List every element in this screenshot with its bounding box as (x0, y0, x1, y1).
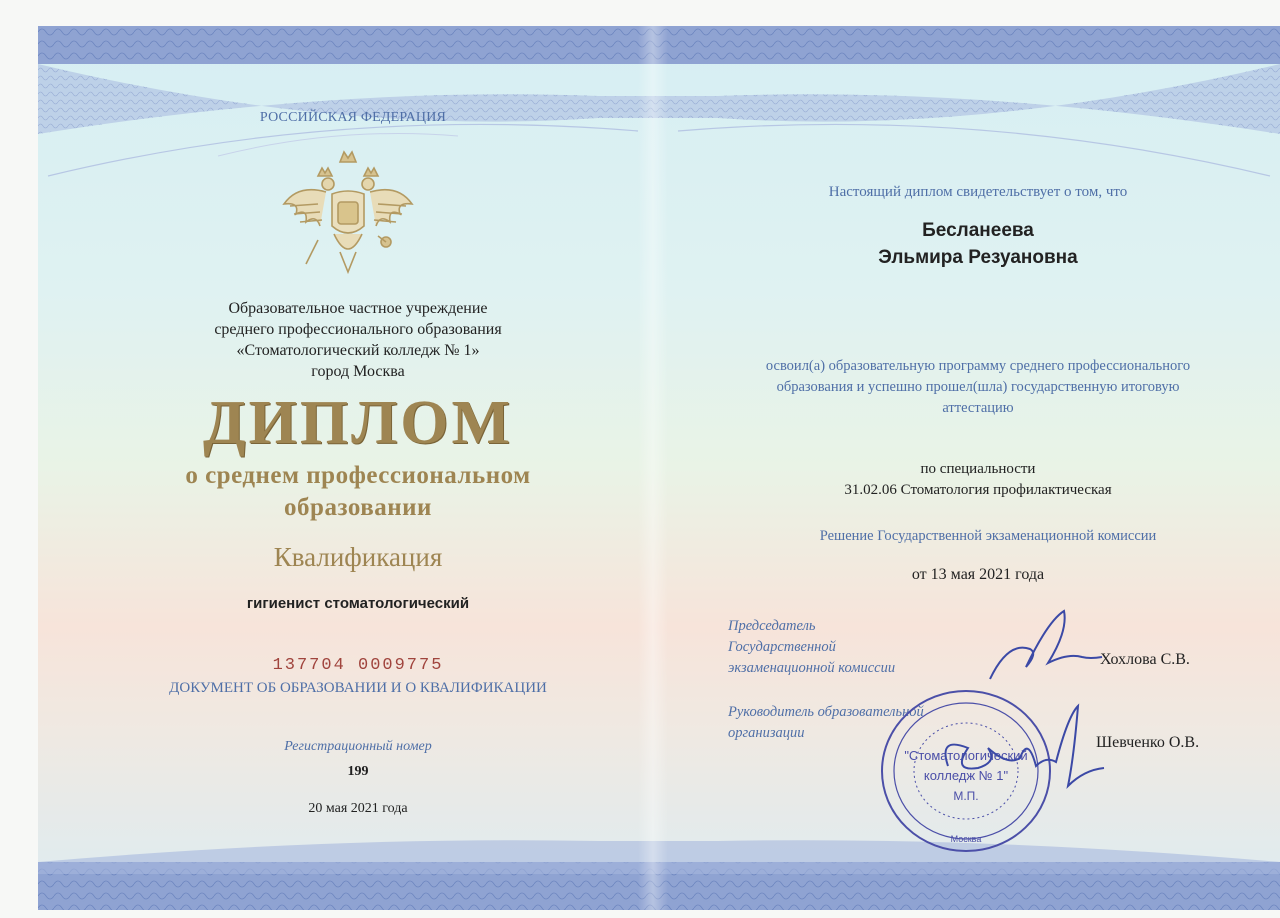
program-line: аттестацию (942, 400, 1014, 416)
serial-number: 137704 0009775 (272, 656, 444, 675)
center-fold (638, 26, 668, 910)
intro-text: Настоящий диплом свидетельствует о том, что (828, 184, 1128, 200)
diploma-subtitle (118, 460, 598, 524)
institution-line: «Стоматологический колледж № 1» (236, 342, 480, 359)
seal-text: колледж № 1" (923, 768, 1009, 783)
seal-city: Москва (950, 834, 982, 844)
head-title-line: организации (728, 725, 805, 741)
decision-date: от 13 мая 2021 года (911, 566, 1045, 583)
head-title-line: Руководитель образовательной (728, 704, 924, 720)
issue-date: 20 мая 2021 года (308, 801, 408, 816)
specialty-label: по специальности (920, 461, 1036, 477)
document-type: ДОКУМЕНТ ОБ ОБРАЗОВАНИИ И О КВАЛИФИКАЦИИ (169, 680, 547, 696)
registration-number: 199 (347, 764, 369, 779)
graduate-name: Эльмира Резуановна (878, 247, 1078, 268)
subtitle-line: образовании (284, 494, 432, 521)
institution-line: Образовательное частное учреждение (228, 300, 488, 317)
head-name: Шевченко О.В. (1096, 734, 1200, 751)
seal-text: М.П. (953, 789, 979, 803)
program-text (698, 356, 1258, 419)
registration-label: Регистрационный номер (284, 739, 432, 754)
coat-of-arms-emblem (278, 144, 418, 279)
qualification-value: гигиенист стоматологический (246, 595, 470, 612)
seal-text: "Стоматологический (904, 748, 1028, 763)
chair-title-line: Государственной (728, 639, 836, 655)
institution-block (138, 298, 578, 382)
program-line: освоил(а) образовательную программу среднего профессионального (765, 358, 1191, 374)
qualification-label: Квалификация (273, 542, 443, 572)
commission-decision: Решение Государственной экзаменационной комиссии (819, 528, 1157, 544)
chair-title (728, 616, 988, 679)
specialty-value: 31.02.06 Стоматология профилактическая (844, 482, 1112, 498)
chair-title-line: Председатель (728, 618, 816, 634)
chair-signature (978, 601, 1108, 691)
subtitle-line: о среднем профессиональном (185, 462, 531, 489)
chair-title-line: экзаменационной комиссии (728, 660, 896, 676)
program-line: образования и успешно прошел(шла) государственную итоговую (776, 379, 1180, 395)
head-signature (928, 696, 1108, 806)
institution-line: среднего профессионального образования (214, 321, 502, 338)
diploma-sheet (38, 26, 1280, 910)
institution-line: город Москва (311, 363, 405, 380)
chair-name: Хохлова С.В. (1100, 651, 1190, 668)
country-name: РОССИЙСКАЯ ФЕДЕРАЦИЯ (259, 110, 447, 125)
diploma-title: ДИПЛОМ (202, 389, 514, 457)
graduate-surname: Бесланеева (922, 220, 1034, 241)
